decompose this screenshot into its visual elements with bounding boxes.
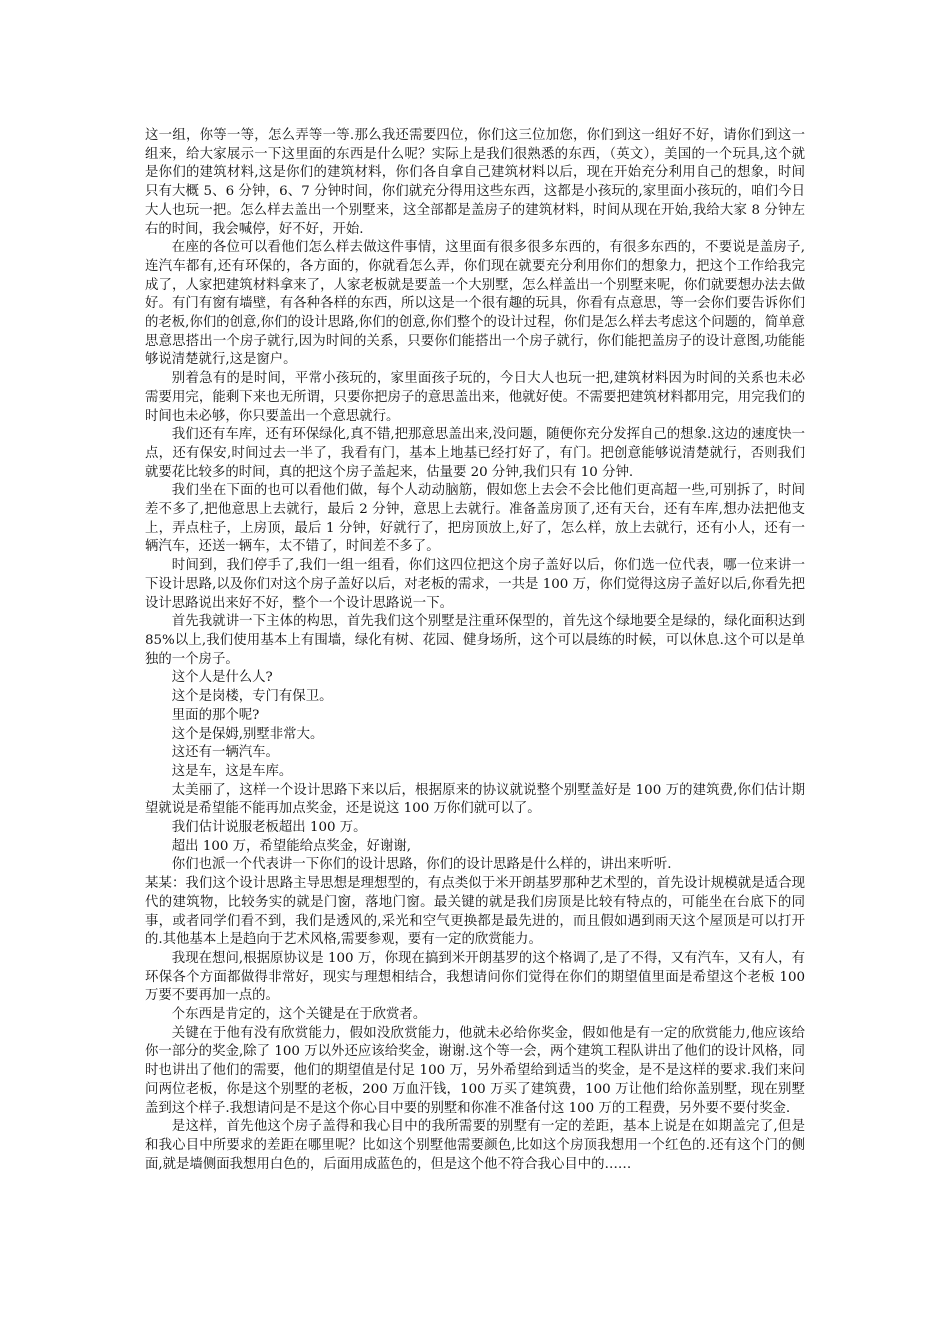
paragraph: 太美丽了，这样一个设计思路下来以后，根据原来的协议就说整个别墅盖好是 100 万的建筑费,你们估计期望就说是希望能不能再加点奖金，还是说这 100 万你们就可以了。 [145, 782, 805, 817]
paragraph: 是这样，首先他这个房子盖得和我心目中的我所需要的别墅有一定的差距，基本上说是在如期盖完了,但是和我心目中所要求的差距在哪里呢？比如这个别墅他需要颜色,比如这个房顶我想用一个红色的.还有这个门的侧面,就是墙侧面我想用白色的，后面用成蓝色的，但是这个他不符合我心目中的…… [145, 1119, 805, 1172]
dialogue-line: 这是车，这是车库。 [171, 763, 293, 779]
paragraph: 时间到，我们停手了,我们一组一组看，你们这四位把这个房子盖好以后，你们选一位代表，哪一位来讲一下设计思路,以及你们对这个房子盖好以后，对老板的需求，一共是 100 万，你们觉得这房子盖好以后,你看先把设计思路说出来好不好，整个一个设计思路说一下。 [145, 558, 805, 611]
dialogue-line: 我们估计说服老板超出 100 万。 [171, 820, 367, 836]
dialogue-line: 超出 100 万，希望能给点奖金，好谢谢, [171, 838, 411, 854]
paragraph: 我们坐在下面的也可以看他们做，每个人动动脑筋，假如您上去会不会比他们更高超一些,可别拆了，时间差不多了,把他意思上去就行，最后 2 分钟，意思上去就行。准备盖房顶了,还有天台，还有车库,想办法把他支上，弄点柱子，上房顶，最后 1 分钟，好就行了，把房顶放上,好了，怎么样，放上去就行，还有小人，还有一辆汽车，还送一辆车，太不错了，时间差不多了。 [145, 483, 805, 555]
paragraph: 这一组，你等一等，怎么弄等一等.那么我还需要四位，你们这三位加您，你们到这一组好不好，请你们到这一组来，给大家展示一下这里面的东西是什么呢？实际上是我们很熟悉的东西，（英文），美国的一个玩具,这个就是你们的建筑材料,这是你们的建筑材料，你们各自拿自己建筑材料以后，现在开始充分利用自己的想象，时间只有大概 5、6 分钟，6、7 分钟时间，你们就充分得用这些东西，这都是小孩玩的,家里面小孩玩的，咱们今日大人也玩一把。怎么样去盖出一个别墅来，这全部都是盖房子的建筑材料，时间从现在开始,我给大家 8 分钟左右的时间，我会喊停，好不好，开始. [145, 128, 805, 237]
paragraph: 我们还有车库，还有环保绿化,真不错,把那意思盖出来,没问题，随便你充分发挥自己的想象.这边的速度快一点，还有保安,时间过去一半了，我看有门，基本上地基已经打好了，有门。把创意能够说清楚就行，否则我们就要花比较多的时间，真的把这个房子盖起来，估量要 20 分钟,我们只有 10 分钟. [145, 427, 805, 480]
dialogue-line: 里面的那个呢? [171, 707, 260, 723]
dialogue-line: 你们也派一个代表讲一下你们的设计思路，你们的设计思路是什么样的，讲出来听听. [171, 857, 672, 873]
dialogue-line: 这还有一辆汽车。 [171, 745, 279, 761]
dialogue-line: 这个人是什么人? [171, 670, 273, 686]
document-body [145, 127, 805, 1174]
paragraph: 在座的各位可以看他们怎么样去做这件事情，这里面有很多很多东西的，有很多东西的，不要说是盖房子,连汽车都有,还有环保的，各方面的，你就看怎么弄，你们现在就要充分利用你们的想象力，把这个工作给我完成了，人家把建筑材料拿来了，人家老板就是要盖一个大别墅，怎么样盖出一个别墅来呢，你们就要想办法去做好。有门有窗有墙壁，有各种各样的东西，所以这是一个很有趣的玩具，你看有点意思，等一会你们要告诉你们的老板,你们的创意,你们的设计思路,你们的创意,你们整个的设计过程，你们是怎么样去考虑这个问题的，简单意思意思搭出一个房子就行,因为时间的关系，只要你们能搭出一个房子就行，你们能把盖房子的设计意图,功能能够说清楚就行,这是窗户。 [145, 240, 805, 368]
dialogue-line: 这个是保姆,别墅非常大。 [171, 726, 324, 742]
paragraph: 首先我就讲一下主体的构思，首先我们这个别墅是注重环保型的，首先这个绿地要全是绿的，绿化面积达到 85%以上,我们使用基本上有围墙，绿化有树、花园、健身场所，这个可以晨练的时候，可以休息.这个可以是单独的一个房子。 [145, 614, 805, 667]
paragraph: 关键在于他有没有欣赏能力，假如没欣赏能力，他就未必给你奖金，假如他是有一定的欣赏能力,他应该给你一部分的奖金,除了 100 万以外还应该给奖金，谢谢.这个等一会，两个建筑工程队讲出了他们的设计风格，同时也讲出了他们的需要，他们的期望值是付足 100 万，另外希望给到适当的奖金，是不是这样的要求.我们来问问两位老板，你是这个别墅的老板，200 万血汗钱，100 万买了建筑费，100 万让他们给你盖别墅，现在别墅盖到这个样子.我想请问是不是这个你心目中要的别墅和你准不准备付这 100 万的工程费，另外要不要付奖金. [145, 1025, 805, 1116]
paragraph: 某某：我们这个设计思路主导思想是理想型的，有点类似于米开朗基罗那种艺术型的，首先设计规模就是适合现代的建筑物，比较务实的就是门窗，落地门窗。最关键的就是我们房顶是比较有特点的，可能坐在台底下的同事，或者同学们看不到，我们是透风的,采光和空气更换都是最先进的，而且假如遇到雨天这个屋顶是可以打开的.其他基本上是趋向于艺术风格,需要参观，要有一定的欣赏能力。 [145, 876, 805, 948]
dialogue-line: 这个是岗楼，专门有保卫。 [171, 689, 333, 705]
dialogue-line: 个东西是肯定的，这个关键是在于欣赏者。 [171, 1007, 427, 1023]
paragraph: 别着急有的是时间，平常小孩玩的，家里面孩子玩的，今日大人也玩一把,建筑材料因为时间的关系也未必需要用完，能剩下来也无所谓，只要你把房子的意思盖出来，他就好使。不需要把建筑材料都用完，用完我们的时间也未必够，你只要盖出一个意思就行。 [145, 371, 805, 424]
paragraph: 我现在想问,根据原协议是 100 万，你现在搞到米开朗基罗的这个格调了,是了不得，又有汽车，又有人，有环保各个方面都做得非常好，现实与理想相结合，我想请问你们觉得在你们的期望值里面是希望这个老板 100 万要不要再加一点的。 [145, 950, 805, 1004]
